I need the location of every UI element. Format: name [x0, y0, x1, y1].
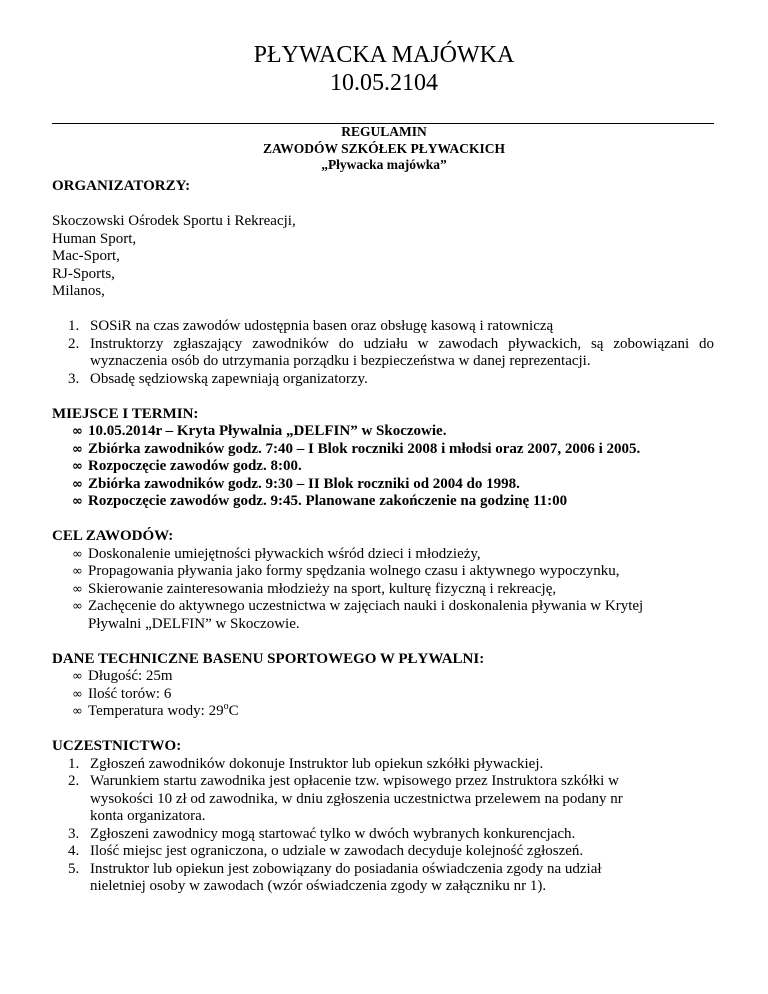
list-item — [52, 598, 714, 633]
item-number: 2. — [68, 335, 80, 352]
participation-heading: UCZESTNICTWO: — [52, 738, 182, 754]
infinity-bullet-icon: ∞ — [72, 476, 83, 492]
numbered-item — [52, 843, 714, 861]
regulations-event-name: „Pływacka majówka” — [321, 157, 447, 172]
organizers-list — [52, 213, 714, 301]
item-number: 5. — [68, 860, 80, 877]
list-item — [52, 581, 714, 599]
item-text: Warunkiem startu zawodnika jest opłacenie tzw. wpisowego przez Instruktora szkółki w wysokości 10 zł od zawodnika, w dniu zgłoszenia uczestnictwa przelewem na podany nr konta organizatora. — [90, 773, 623, 824]
item-text: Instruktor lub opiekun jest zobowiązany do posiadania oświadczenia zgody na udział nieletniej osoby w zawodach (wzór oświadczenia zgody w załączniku nr 1). — [90, 860, 602, 894]
list-item — [52, 686, 714, 704]
numbered-item — [52, 336, 714, 371]
item-number: 3. — [68, 825, 80, 842]
pool-temperature — [88, 703, 239, 719]
item-text: Propagowania pływania jako formy spędzania wolnego czasu i aktywnego wypoczynku, — [88, 563, 620, 579]
place-time-heading: MIEJSCE I TERMIN: — [52, 405, 199, 422]
infinity-bullet-icon: ∞ — [72, 599, 83, 614]
item-number: 2. — [68, 773, 80, 789]
pool-length: Długość: 25m — [88, 668, 173, 684]
item-text: Doskonalenie umiejętności pływackich wśród dzieci i młodzieży, — [88, 545, 481, 562]
list-item — [52, 493, 714, 511]
organizer-name: Milanos, — [52, 283, 105, 299]
document-header — [0, 41, 768, 97]
temperature-unit: C — [228, 703, 239, 719]
organizer-name: Human Sport, — [52, 230, 137, 247]
infinity-bullet-icon: ∞ — [72, 704, 83, 719]
list-item — [52, 458, 714, 476]
list-item — [52, 546, 714, 564]
list-item — [52, 476, 714, 494]
infinity-bullet-icon: ∞ — [72, 581, 83, 597]
numbered-item — [52, 773, 714, 826]
numbered-item — [52, 318, 714, 336]
infinity-bullet-icon: ∞ — [72, 686, 83, 702]
infinity-bullet-icon: ∞ — [72, 564, 83, 579]
item-number: 1. — [68, 755, 80, 772]
item-text: Zgłoszeni zawodnicy mogą startować tylko w dwóch wybranych konkurencjach. — [90, 825, 576, 842]
infinity-bullet-icon: ∞ — [72, 546, 83, 562]
item-text: Zachęcenie do aktywnego uczestnictwa w zajęciach nauki i doskonalenia pływania w Krytej Pływalni „DELFIN” w Skoczowie. — [88, 598, 644, 632]
item-text: Ilość miejsc jest ograniczona, o udziale w zawodach decyduje kolejność zgłoszeń. — [90, 843, 584, 859]
list-item — [52, 423, 714, 441]
numbered-item — [52, 371, 714, 389]
item-text: Zbiórka zawodników godz. 7:40 – I Blok roczniki 2008 i młodsi oraz 2007, 2006 i 2005. — [88, 440, 641, 457]
infinity-bullet-icon: ∞ — [72, 424, 83, 439]
page-title: PŁYWACKA MAJÓWKA — [253, 42, 515, 68]
list-item — [52, 668, 714, 686]
goal-list — [52, 546, 714, 634]
item-text: Zbiórka zawodników godz. 9:30 – II Blok roczniki od 2004 do 1998. — [88, 475, 520, 492]
item-text: Rozpoczęcie zawodów godz. 8:00. — [88, 458, 302, 474]
item-text: Skierowanie zainteresowania młodzieży na sport, kulturę fizyczną i rekreację, — [88, 580, 557, 597]
regulations-heading — [0, 124, 768, 174]
participation-list — [52, 756, 714, 896]
document-body — [52, 178, 714, 896]
organizer-name: Mac-Sport, — [52, 248, 120, 264]
item-number: 4. — [68, 843, 80, 859]
regulations-title: REGULAMIN — [341, 124, 427, 139]
goal-heading: CEL ZAWODÓW: — [52, 528, 174, 544]
numbered-item — [52, 756, 714, 774]
organizers-points — [52, 318, 714, 388]
list-item — [52, 703, 714, 721]
pool-data-list — [52, 668, 714, 721]
item-text: Instruktorzy zgłaszający zawodników do udziału w zawodach pływackich, są zobowiązani do wyznaczenia osób do utrzymania porządku i bezpieczeństwa w danej reprezentacji. — [90, 335, 714, 369]
infinity-bullet-icon: ∞ — [72, 441, 83, 457]
regulations-subtitle: ZAWODÓW SZKÓŁEK PŁYWACKICH — [262, 140, 506, 156]
list-item — [52, 441, 714, 459]
item-text: 10.05.2014r – Kryta Pływalnia „DELFIN” w Skoczowie. — [88, 423, 447, 439]
organizer-name: RJ-Sports, — [52, 265, 115, 282]
item-text: SOSiR na czas zawodów udostępnia basen oraz obsługę kasową i ratowniczą — [90, 318, 554, 334]
item-text: Obsadę sędziowską zapewniają organizatorzy. — [90, 370, 368, 387]
item-number: 3. — [68, 370, 80, 387]
temperature-value: Temperatura wody: 29 — [88, 703, 224, 719]
infinity-bullet-icon: ∞ — [72, 459, 83, 474]
pool-lanes: Ilość torów: 6 — [88, 685, 172, 702]
list-item — [52, 563, 714, 581]
pool-data-heading: DANE TECHNICZNE BASENU SPORTOWEGO W PŁYWALNI: — [52, 650, 485, 667]
organizers-heading: ORGANIZATORZY: — [52, 178, 191, 194]
numbered-item — [52, 826, 714, 844]
item-number: 1. — [68, 318, 80, 334]
infinity-bullet-icon: ∞ — [72, 494, 83, 509]
place-time-list — [52, 423, 714, 511]
event-date: 10.05.2104 — [330, 70, 438, 96]
organizer-name: Skoczowski Ośrodek Sportu i Rekreacji, — [52, 213, 296, 229]
numbered-item — [52, 861, 714, 896]
item-text: Rozpoczęcie zawodów godz. 9:45. Planowane zakończenie na godzinę 11:00 — [88, 493, 568, 509]
infinity-bullet-icon: ∞ — [72, 669, 83, 684]
degree-sign: o — [223, 701, 229, 712]
item-text: Zgłoszeń zawodników dokonuje Instruktor lub opiekun szkółki pływackiej. — [90, 755, 544, 772]
